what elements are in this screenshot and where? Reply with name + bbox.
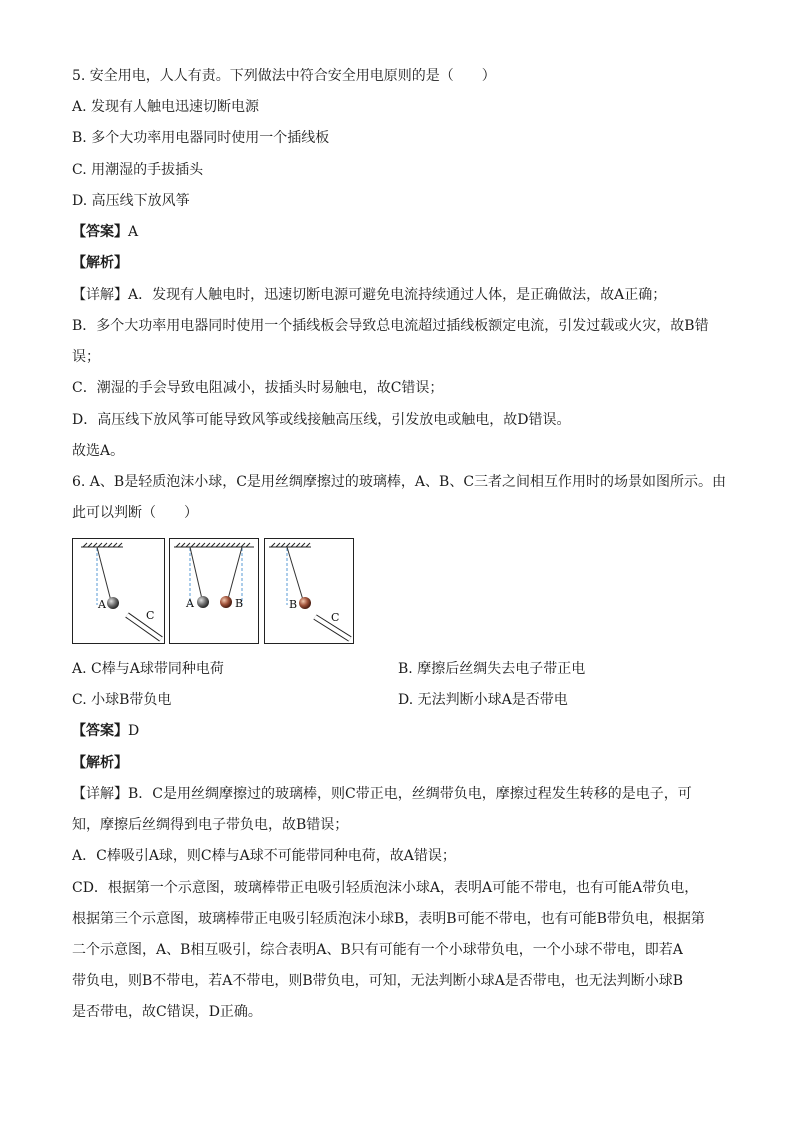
thread-a [190,547,202,599]
q5-detail-line: 【详解】A．发现有人触电时，迅速切断电源可避免电流持续通过人体，是正确做法，故A正确； [72,287,667,303]
ball-b-label: B [289,598,298,611]
q6-answer [72,721,139,741]
q6-detail-line: 【详解】B．C是用丝绸摩擦过的玻璃棒，则C带正电，丝绸带负电，摩擦过程发生转移的是电子，可 [72,786,692,802]
ceiling-hatch [81,543,123,547]
q6-analysis-tag: 【解析】 [72,755,128,771]
q6-stem-line: 此可以判断（ ） [72,505,198,521]
ball-a-label: A [186,597,194,610]
q5-detail-line: C．潮湿的手会导致电阻减小，拔插头时易触电，故C错误； [72,380,444,396]
ball-a [107,597,119,609]
q6-figure [72,538,356,644]
q6-detail-line: 带负电，则B不带电，若A不带电，则B带负电，可知，无法判断小球A是否带电，也无法判断小球B [72,973,684,989]
ball-a [197,596,209,608]
q6-option-d: D. 无法判断小球A是否带电 [398,692,568,708]
q5-option-a: A. 发现有人触电迅速切断电源 [72,99,260,115]
ball-a-label: A [98,598,106,611]
q5-conclusion: 故选A。 [72,443,125,459]
q6-detail-line: 根据第三个示意图，玻璃棒带正电吸引轻质泡沫小球B，表明B可能不带电，也有可能B带负电，根据第 [72,911,705,927]
ball-b [299,597,311,609]
q5-answer [72,222,138,242]
q5-detail-line: D．高压线下放风筝可能导致风筝或线接触高压线，引发放电或触电，故D错误。 [72,412,571,428]
q6-detail-line: 二个示意图，A、B相互吸引，综合表明A、B只有可能有一个小球带负电，一个小球不带电，即若A [72,942,683,958]
q5-detail-line: B．多个大功率用电器同时使用一个插线板会导致总电流超过插线板额定电流，引发过载或火灾，故B错 [72,318,709,334]
rod-c-label: C [146,609,155,622]
q6-option-a: A. C棒与A球带同种电荷 [72,661,224,677]
q6-stem-line: 6. A、B是轻质泡沫小球，C是用丝绸摩擦过的玻璃棒，A、B、C三者之间相互作用时的场景如图所示。由 [72,474,727,490]
answer-value: D [128,723,140,739]
q5-option-c: C. 用潮湿的手拔插头 [72,162,204,178]
rod-c-label: C [331,611,340,624]
ceiling-hatch [269,543,311,547]
ceiling-hatch [174,543,254,547]
thread [287,547,303,600]
q5-analysis-tag: 【解析】 [72,255,128,271]
q6-option-b: B. 摩擦后丝绸失去电子带正电 [398,661,586,677]
q5-option-d: D. 高压线下放风筝 [72,193,190,209]
figure-panel-3 [264,538,354,644]
answer-tag: 【答案】 [72,723,128,739]
thread [97,547,111,601]
thread-b [228,547,242,599]
q6-detail-line: A．C棒吸引A球，则C棒与A球不可能带同种电荷，故A错误； [72,848,456,864]
figure-panel-1 [72,538,165,644]
q6-detail-line: 知，摩擦后丝绸得到电子带负电，故B错误； [72,817,349,833]
glass-rod-c [127,615,161,639]
ball-b [220,596,232,608]
q6-detail-line: CD．根据第一个示意图，玻璃棒带正电吸引轻质泡沫小球A，表明A可能不带电，也有可能A带负电， [72,880,699,896]
answer-value: A [128,224,139,240]
q5-detail-line: 误； [72,349,100,365]
q6-detail-line: 是否带电，故C错误，D正确。 [72,1004,262,1020]
q5-option-b: B. 多个大功率用电器同时使用一个插线板 [72,130,330,146]
q6-option-c: C. 小球B带负电 [72,692,172,708]
ball-b-label: B [235,597,244,610]
figure-panel-2 [169,538,259,644]
answer-tag: 【答案】 [72,224,128,240]
q5-stem: 5. 安全用电，人人有责。下列做法中符合安全用电原则的是（ ） [72,68,496,84]
